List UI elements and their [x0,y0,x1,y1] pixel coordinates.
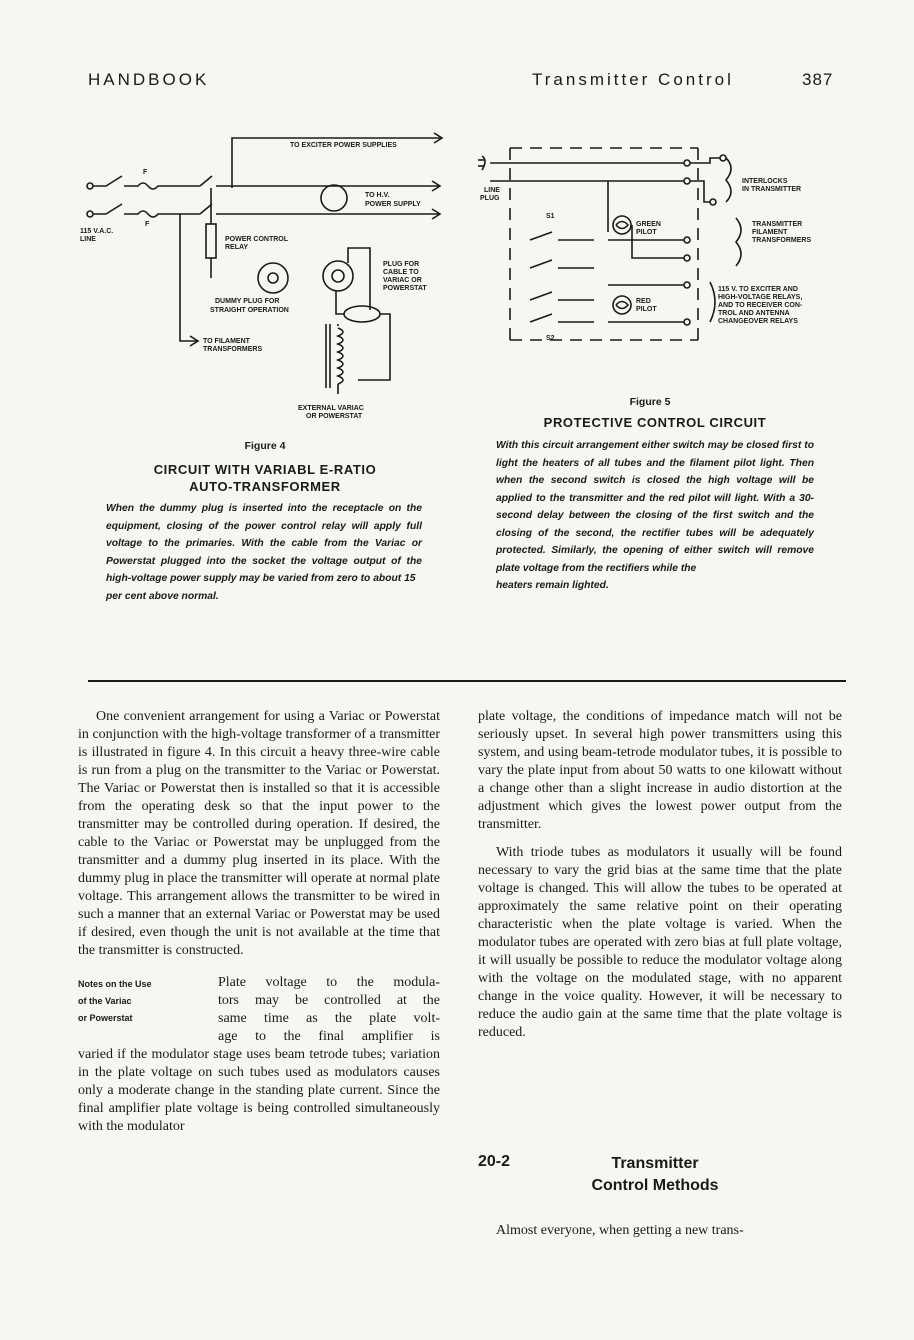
svg-text:PLUG: PLUG [480,195,500,202]
running-head: HANDBOOK [88,70,210,89]
svg-text:TRANSFORMERS: TRANSFORMERS [203,346,263,353]
svg-text:F: F [145,221,150,228]
figure-5-number: Figure 5 [629,396,671,408]
svg-text:HIGH-VOLTAGE RELAYS,: HIGH-VOLTAGE RELAYS, [718,294,803,301]
side-paragraph-start: Plate voltage to the modula- tors may be controlled at the same time as the plate volt- age to the final amplifier is [218,975,440,1044]
section-divider [88,680,846,682]
svg-text:VARIAC OR: VARIAC OR [383,277,422,284]
svg-text:IN TRANSMITTER: IN TRANSMITTER [742,186,802,193]
svg-text:PILOT: PILOT [636,306,657,313]
svg-text:POWER SUPPLY: POWER SUPPLY [365,201,421,208]
svg-text:TO H.V.: TO H.V. [365,192,390,199]
figure-4-schematic [80,128,460,418]
svg-text:S2: S2 [546,335,555,342]
svg-text:TRANSFORMERS: TRANSFORMERS [752,237,812,244]
left-column [78,708,440,1136]
svg-text:RELAY: RELAY [225,244,249,251]
left-paragraph-1: One convenient arrangement for using a Variac or Powerstat in conjunction with the high-voltage transformer of a transmitter is illustrated in figure 4. In this circuit a heavy three-wire cable is run from a plug on the transmitter to the Variac or Powerstat. The Variac or Powerstat then is installed so that it is accessible from the operating desk so that the input power to the transmitter may be controlled during operation. If desired, the cable to the Variac or Powerstat may be unplugged from the transmitter and a dummy plug inserted in its place. With the dummy plug in place the transmitter will operate at normal plate voltage. This arrangement allows the transmitter to be wired in such a manner that an external Variac or Powerstat may be used if desired, even though the unit is not available at the time that the transmitter is constructed. [78,709,440,958]
svg-text:115 V. TO EXCITER AND: 115 V. TO EXCITER AND [718,286,798,293]
svg-text:LINE: LINE [484,187,500,194]
svg-text:DUMMY PLUG FOR: DUMMY PLUG FOR [215,298,280,305]
svg-text:POWER CONTROL: POWER CONTROL [225,236,288,243]
figure-4-number: Figure 4 [244,440,286,452]
svg-text:AND TO RECEIVER CON-: AND TO RECEIVER CON- [718,302,803,309]
svg-text:115 V.A.C.: 115 V.A.C. [80,228,114,235]
svg-text:INTERLOCKS: INTERLOCKS [742,178,788,185]
svg-text:OR POWERSTAT: OR POWERSTAT [306,413,363,418]
figure-4-title: CIRCUIT WITH VARIABL E-RATIO AUTO-TRANSFORMER [153,462,377,494]
svg-text:PILOT: PILOT [636,229,657,236]
right-paragraph-2: With triode tubes as modulators it usually will be found necessary to vary the grid bias at the same time that the plate voltage is changed. This will allow the tubes to be operated at approximately the same relative point on their operating characteristic when the plate voltage is varied. When the modulator tubes are operated with zero bias at full plate voltage, it will usually be possible to reduce the modulator voltage along with the voltage on the modulated stage, with no apparent change in the voice quality. However, it will be necessary to reduce the audio gain at the same time that the plate voltage is reduced. [478,845,842,1040]
right-paragraph-1: plate voltage, the conditions of impedance match will not be seriously upset. In several high power transmitters using this system, and using beam-tetrode modulator tubes, it is possible to vary the plate input from about 50 watts to one kilowatt without a change other than a slight increase in audio distortion at the adjustment which gives the lowest power output from the transmitter. [478,709,842,832]
svg-text:S1: S1 [546,213,555,220]
svg-text:F: F [143,169,148,176]
section-number: 20-2 [478,1153,511,1170]
left-paragraph-2: varied if the modulator stage uses beam tetrode tubes; variation in the plate voltage on such tubes used as modulators causes only a moderate change in the standing plate current. Since the final amplifier plate voltage is being controlled simultaneously with the modulator [78,1047,440,1134]
page-number: 387 [802,70,834,89]
svg-text:TROL AND ANTENNA: TROL AND ANTENNA [718,310,790,317]
svg-text:TRANSMITTER: TRANSMITTER [752,221,803,228]
side-head-block [78,974,440,1046]
svg-text:CABLE TO: CABLE TO [383,269,419,276]
svg-text:LINE: LINE [80,236,96,243]
figure-5-caption: With this circuit arrangement either switch may be closed first to light the heaters of all tubes and the filament pilot light. Then when the second switch is closed the high voltage will be applied to the transmitter and the red pilot will light. With a 30-second delay between the closing of the first switch and the closing of the second, the rectifier tubes will be adequately protected. Similarly, the opening of either switch will remove plate voltage from the rectifiers while the heaters remain lighted. [496,440,814,591]
right-column [478,708,842,1042]
right-paragraph-3: Almost everyone, when getting a new trans- [496,1223,744,1238]
figure-4-caption: When the dummy plug is inserted into the receptacle on the equipment, closing of the power control relay will apply full voltage to the primaries. With the cable from the Variac or Powerstat plugged into the socket the voltage output of the high-voltage power supply may be varied from zero to about 15 per cent above normal. [106,503,422,602]
figure-5-schematic [474,140,850,350]
svg-text:STRAIGHT OPERATION: STRAIGHT OPERATION [210,307,289,314]
figure-5-title: PROTECTIVE CONTROL CIRCUIT [543,415,767,430]
svg-text:RED: RED [636,298,651,305]
svg-text:CHANGEOVER RELAYS: CHANGEOVER RELAYS [718,318,798,325]
svg-text:PLUG FOR: PLUG FOR [383,261,420,268]
svg-text:TO FILAMENT: TO FILAMENT [203,338,250,345]
svg-text:POWERSTAT: POWERSTAT [383,285,427,292]
section-title: Transmitter Control Methods [591,1155,719,1194]
svg-text:FILAMENT: FILAMENT [752,229,788,236]
svg-text:EXTERNAL VARIAC: EXTERNAL VARIAC [298,405,364,412]
section-running-title: Transmitter Control [532,70,734,89]
side-head: Notes on the Use of the Variac or Powerstat [78,979,152,1023]
fig4-exciter-label: TO EXCITER POWER SUPPLIES [290,142,397,149]
svg-text:GREEN: GREEN [636,221,661,228]
